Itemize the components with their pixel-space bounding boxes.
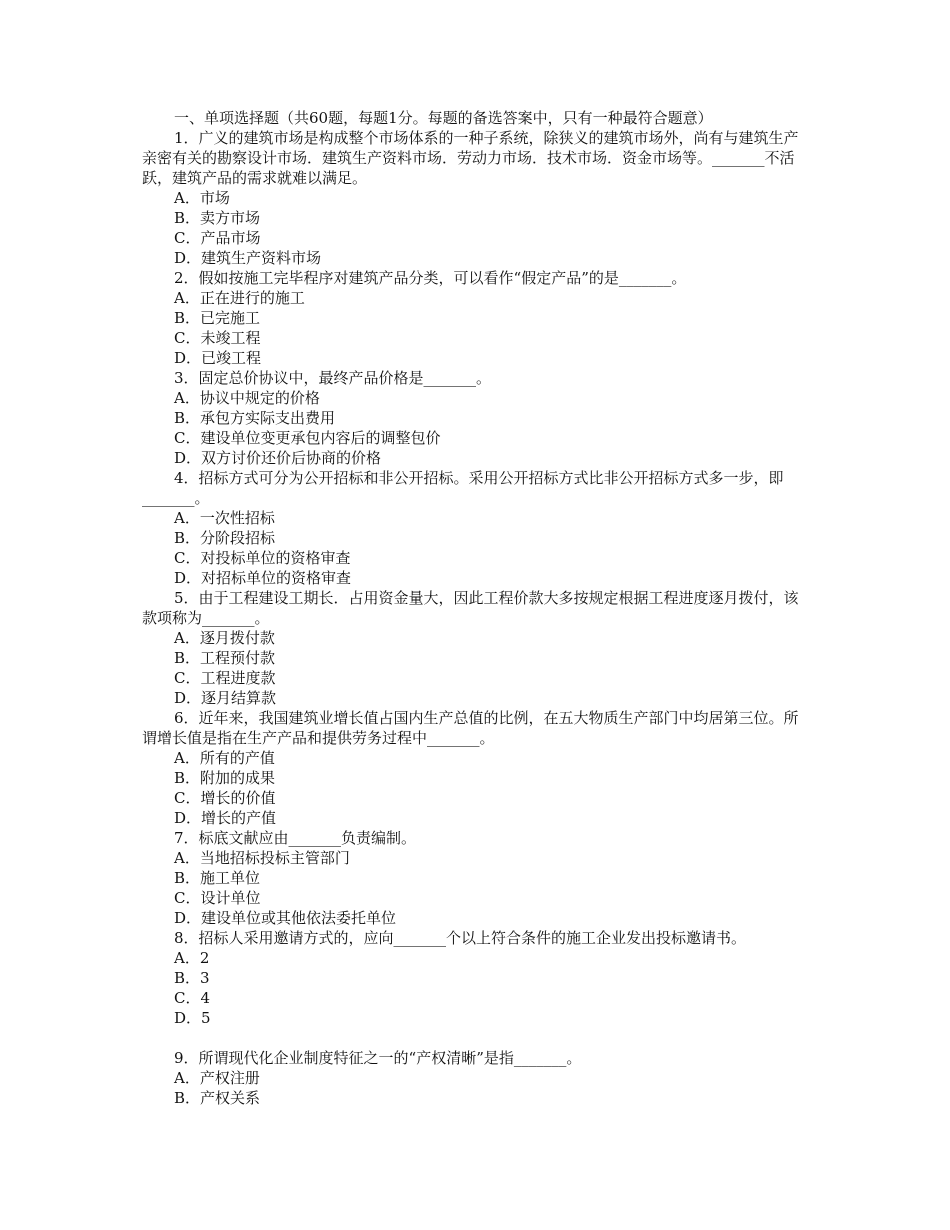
answer-option: A．协议中规定的价格 [174,389,320,407]
answer-option: B．卖方市场 [174,209,261,227]
answer-option: D．已竣工程 [174,349,262,367]
question-block [142,128,812,268]
question-block [142,468,812,588]
question-block [142,1048,812,1108]
answer-option: D．增长的产值 [174,809,277,827]
answer-option: B．产权关系 [174,1089,261,1107]
question-stem: 3．固定总价协议中，最终产品价格是_______。 [174,369,492,387]
question-block [142,928,812,1028]
question-stem: 1．广义的建筑市场是构成整个市场体系的一种子系统，除狭义的建筑市场外，尚有与建筑生产亲密有关的勘察设计市场．建筑生产资料市场．劳动力市场．技术市场．资金市场等。_______不活跃，建筑产品的需求就难以满足。 [142,129,799,187]
question-block [142,368,812,468]
question-block [142,268,812,368]
question-block [142,828,812,928]
answer-option: A．一次性招标 [174,509,275,527]
answer-option: C．设计单位 [174,889,261,907]
question-stem: 8．招标人采用邀请方式的，应向_______个以上符合条件的施工企业发出投标邀请书。 [174,929,747,947]
question-stem: 5．由于工程建设工期长．占用资金量大，因此工程价款大多按规定根据工程进度逐月拨付，该款项称为_______。 [142,589,799,627]
question-block [142,708,812,828]
answer-option: C．工程进度款 [174,669,276,687]
answer-option: D．5 [174,1009,211,1027]
answer-option: D．双方讨价还价后协商的价格 [174,449,382,467]
answer-option: B．已完施工 [174,309,261,327]
answer-option: D．建筑生产资料市场 [174,249,322,267]
exam-page [142,108,812,1108]
answer-option: D．建设单位或其他依法委托单位 [174,909,397,927]
question-stem: 7．标底文献应由_______负责编制。 [174,829,417,847]
question-block [142,588,812,708]
answer-option: C．对投标单位的资格审查 [174,549,351,567]
answer-option: D．对招标单位的资格审查 [174,569,352,587]
section-header: 一、单项选择题（共60题，每题1分。每题的备选答案中，只有一种最符合题意） [174,109,713,127]
answer-option: C．增长的价值 [174,789,276,807]
answer-option: B．附加的成果 [174,769,276,787]
question-stem: 6．近年来，我国建筑业增长值占国内生产总值的比例，在五大物质生产部门中均居第三位。所谓增长值是指在生产产品和提供劳务过程中_______。 [142,709,799,747]
answer-option: C．产品市场 [174,229,261,247]
answer-option: A．产权注册 [174,1069,260,1087]
question-stem: 2．假如按施工完毕程序对建筑产品分类，可以看作“假定产品”的是_______。 [174,269,687,287]
question-stem: 9．所谓现代化企业制度特征之一的“产权清晰”是指_______。 [174,1049,582,1067]
answer-option: D．逐月结算款 [174,689,277,707]
answer-option: A．正在进行的施工 [174,289,305,307]
answer-option: C．4 [174,989,211,1007]
blank-line [142,1028,812,1048]
question-stem: 4．招标方式可分为公开招标和非公开招标。采用公开招标方式比非公开招标方式多一步，即_______。 [142,469,784,507]
answer-option: C．建设单位变更承包内容后的调整包价 [174,429,441,447]
answer-option: B．承包方实际支出费用 [174,409,336,427]
answer-option: B．施工单位 [174,869,261,887]
answer-option: A．2 [174,949,210,967]
answer-option: C．未竣工程 [174,329,261,347]
answer-option: A．所有的产值 [174,749,275,767]
answer-option: B．3 [174,969,210,987]
question-list [142,128,812,1108]
answer-option: B．分阶段招标 [174,529,276,547]
answer-option: A．逐月拨付款 [174,629,275,647]
answer-option: A．市场 [174,189,230,207]
answer-option: A．当地招标投标主管部门 [174,849,350,867]
answer-option: B．工程预付款 [174,649,276,667]
